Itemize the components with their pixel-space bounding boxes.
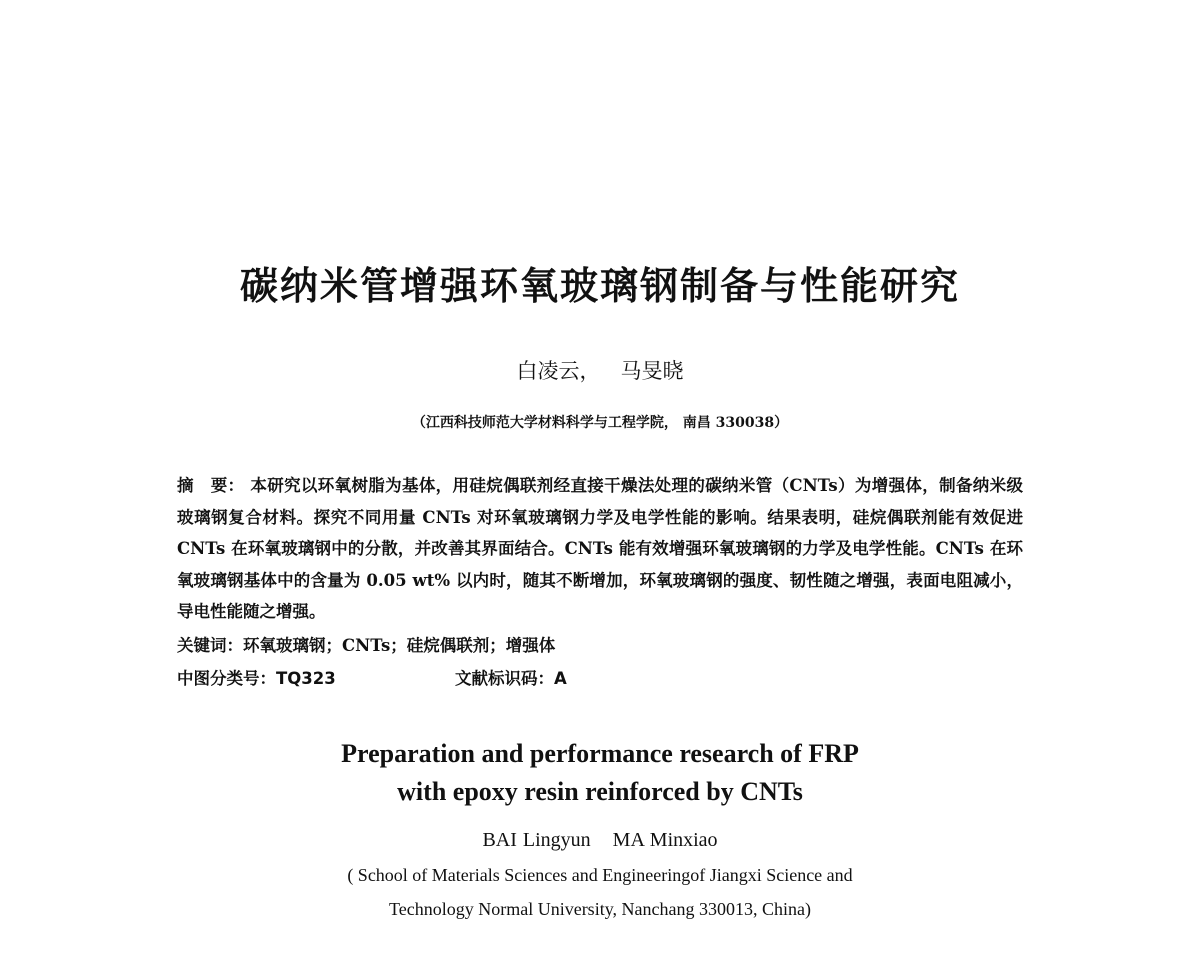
keywords-text: 环氧玻璃钢；CNTs；硅烷偶联剂；增强体 <box>243 636 556 655</box>
doc-id-value: A <box>554 669 567 688</box>
affiliation-cn: （江西科技师范大学材料科学与工程学院， 南昌 330038） <box>411 415 789 431</box>
authors-en <box>0 825 1200 855</box>
affiliation-en-line-2: Technology Normal University, Nanchang 330013, China) <box>389 899 811 919</box>
title-en-line-1: Preparation and performance research of FRP <box>341 739 859 768</box>
abstract-text: 本研究以环氧树脂为基体，用硅烷偶联剂经直接干燥法处理的碳纳米管（CNTs）为增强体，制备纳米级玻璃钢复合材料。探究不同用量 CNTs 对环氧玻璃钢力学及电学性能的影响。结果表明，硅烷偶联剂能有效促进 CNTs 在环氧玻璃钢中的分散，并改善其界面结合。CNTs 能有效增强环氧玻璃钢的力学及电学性能。CNTs 在环氧玻璃钢基体中的含量为 0.05 wt% 以内时，随其不断增加，环氧玻璃钢的强度、韧性随之增强，表面电阻减小，导电性能随之增强。 <box>177 476 1023 621</box>
doc-id-label: 文献标识码： <box>455 669 554 688</box>
abstract-cn <box>177 470 1023 628</box>
paper-title-cn: 碳纳米管增强环氧玻璃钢制备与性能研究 <box>239 264 960 308</box>
author-en-1: BAI Lingyun <box>482 829 591 851</box>
affiliation-en-line-1: ( School of Materials Sciences and Engineeringof Jiangxi Science and <box>347 865 853 885</box>
clc-label: 中图分类号： <box>177 669 276 688</box>
classification-line <box>177 664 567 694</box>
author-cn-1: 白凌云， <box>516 359 601 383</box>
affiliation-en <box>0 858 1200 926</box>
author-en-2: MA Minxiao <box>612 829 718 851</box>
title-en-line-2: with epoxy resin reinforced by CNTs <box>397 777 803 806</box>
abstract-label: 摘 要： <box>177 476 245 495</box>
keywords-label: 关键词： <box>177 636 243 655</box>
paper-title-en <box>0 735 1200 811</box>
doc-id-group <box>455 664 567 694</box>
keywords-cn <box>177 631 1023 661</box>
authors-cn <box>0 356 1200 386</box>
clc-value: TQ323 <box>276 669 336 688</box>
author-cn-2: 马旻晓 <box>620 359 684 383</box>
